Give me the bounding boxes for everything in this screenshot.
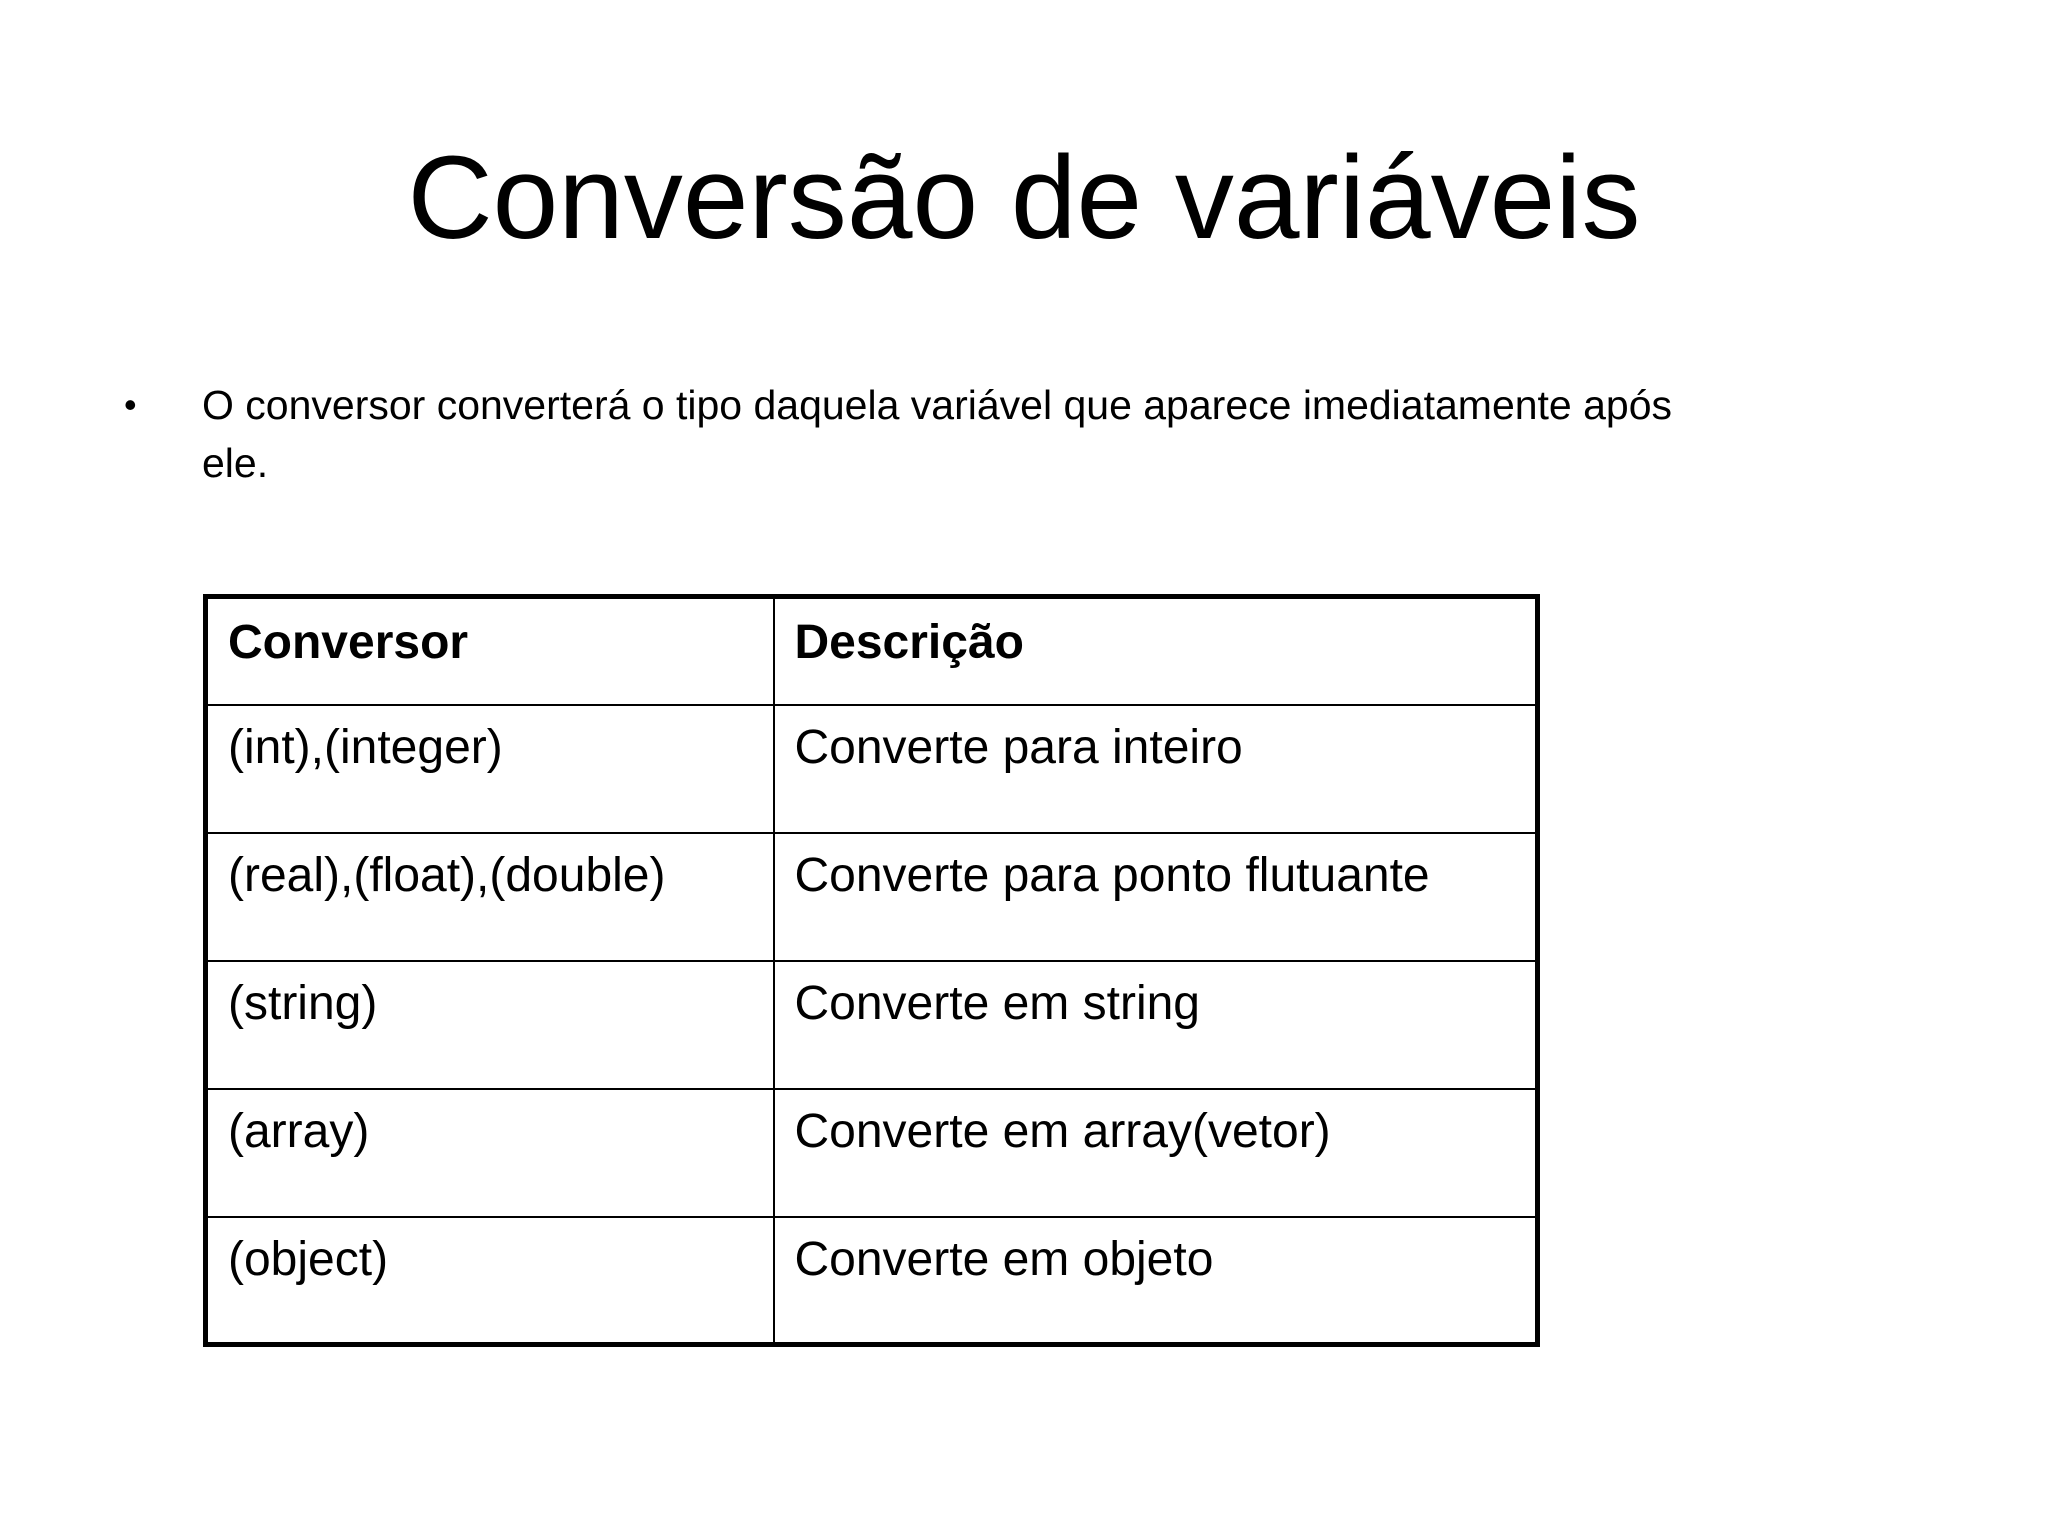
cell-descricao: Converte para inteiro: [774, 705, 1538, 833]
cell-conversor: (int),(integer): [206, 705, 774, 833]
bullet-text: O conversor converterá o tipo daquela variável que aparece imediatamente após ele.: [202, 382, 1673, 486]
cell-descricao: Converte em string: [774, 961, 1538, 1089]
table-header-row: [206, 597, 1538, 705]
table-row: [206, 705, 1538, 833]
header-conversor: Conversor: [206, 597, 774, 705]
converter-table: [203, 594, 1540, 1347]
slide-title: Conversão de variáveis: [407, 132, 1641, 264]
cell-descricao: Converte em array(vetor): [774, 1089, 1538, 1217]
cell-conversor: (string): [206, 961, 774, 1089]
bullet-icon: •: [124, 384, 137, 425]
header-descricao: Descrição: [774, 597, 1538, 705]
table-row: [206, 1089, 1538, 1217]
table-row: [206, 961, 1538, 1089]
cell-descricao: Converte para ponto flutuante: [774, 833, 1538, 961]
table-row: [206, 1217, 1538, 1345]
cell-conversor: (array): [206, 1089, 774, 1217]
table-row: [206, 833, 1538, 961]
cell-conversor: (real),(float),(double): [206, 833, 774, 961]
cell-conversor: (object): [206, 1217, 774, 1345]
cell-descricao: Converte em objeto: [774, 1217, 1538, 1345]
